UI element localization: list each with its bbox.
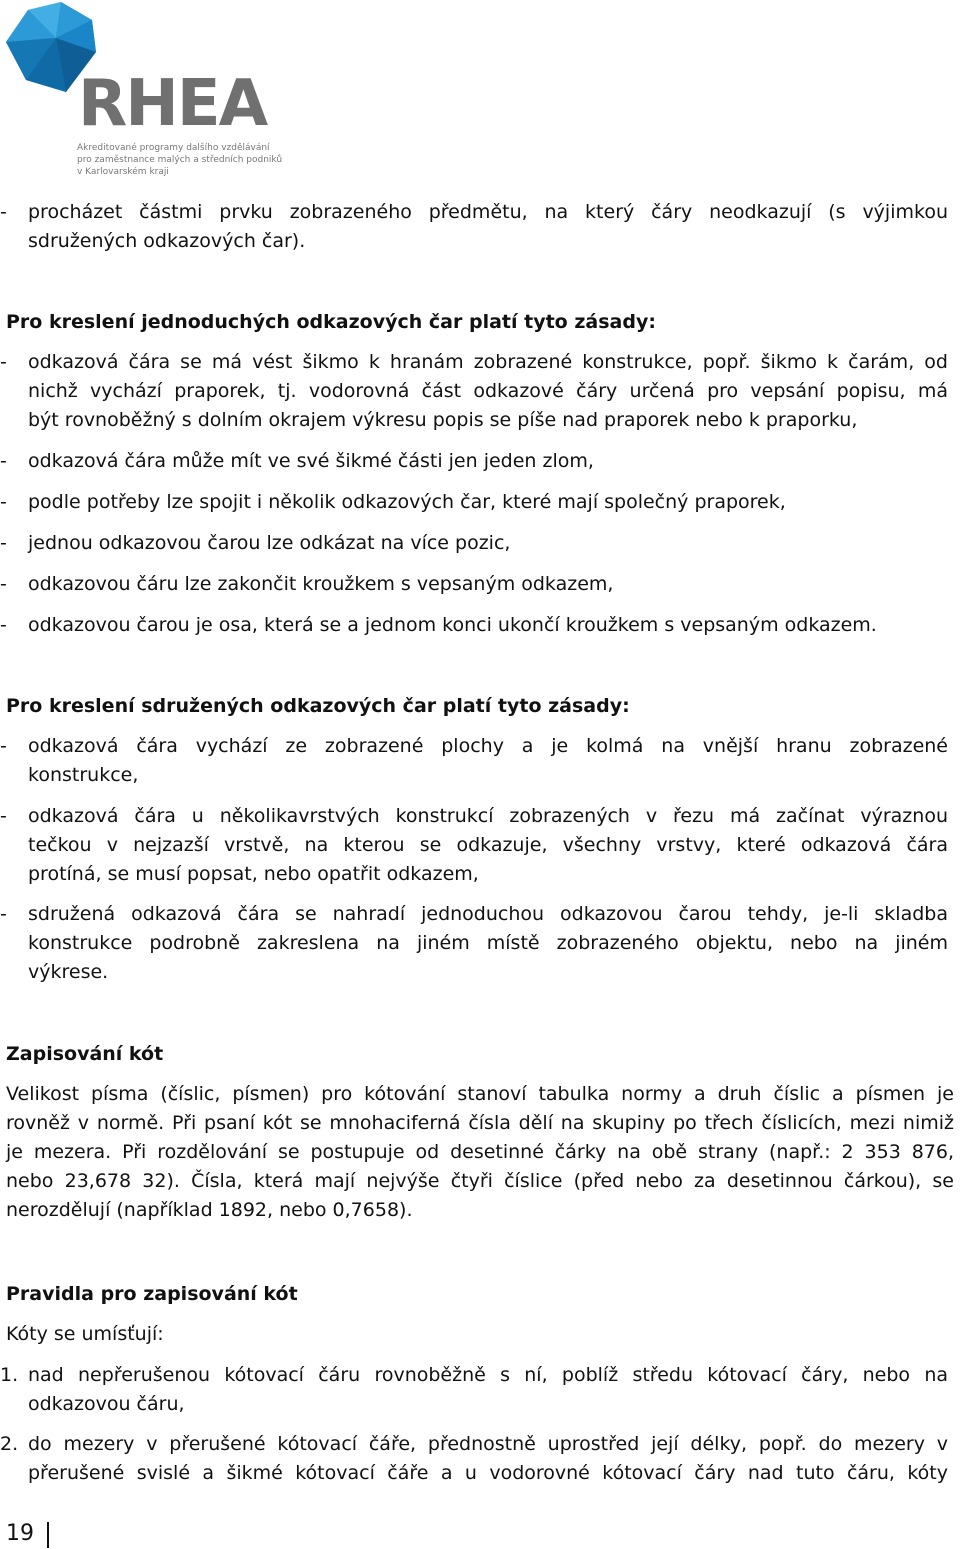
page-number: 19	[6, 1521, 34, 1546]
list-item: - odkazová čára může mít ve své šikmé části jen jeden zlom,	[0, 450, 594, 472]
list-item: - jednou odkazovou čarou lze odkázat na více pozic,	[0, 532, 511, 554]
list-item: 2. do mezery v přerušené kótovací čáře, přednostně uprostřed její délky, popř. do mezery v přerušené svislé a šikmé kótovací čáře a u vodorovné kótovací čáry nad tuto čáru, kóty	[0, 1433, 948, 1484]
list-item: - odkazovou čáru lze zakončit kroužkem s vepsaným odkazem,	[0, 573, 614, 595]
section-heading: Pro kreslení sdružených odkazových čar platí tyto zásady:	[6, 695, 630, 717]
list-item: - odkazová čára se má vést šikmo k hranám zobrazené konstrukce, popř. šikmo k čarám, od nichž vychází praporek, tj. vodorovná část odkazové čáry určená pro vepsání popisu, má být rovnoběžný s dolním okrajem výkresu popis se píše nad praporek nebo k praporku,	[0, 351, 948, 431]
list-item: - podle potřeby lze spojit i několik odkazových čar, které mají společný praporek,	[0, 491, 786, 513]
logo-wordmark: RHEA	[78, 67, 267, 141]
list-item: - odkazovou čarou je osa, která se a jednom konci ukončí kroužkem s vepsaným odkazem.	[0, 614, 877, 636]
list-item: - odkazová čára vychází ze zobrazené plochy a je kolmá na vnější hranu zobrazené konstrukce,	[0, 735, 948, 786]
list-item: 1. nad nepřerušenou kótovací čáru rovnoběžně s ní, poblíž středu kótovací čáry, nebo na odkazovou čáru,	[0, 1364, 948, 1415]
paragraph: Kóty se umísťují:	[6, 1323, 164, 1345]
list-item: - sdružená odkazová čára se nahradí jednoduchou odkazovou čarou tehdy, je-li skladba konstrukce podrobně zakreslena na jiném místě zobrazeného objektu, nebo na jiném výkrese.	[0, 903, 948, 983]
logo-tagline: Akreditované programy dalšího vzdělávání pro zaměstnance malých a středních podniků v Karlovarském kraji	[77, 143, 283, 177]
section-heading: Zapisování kót	[6, 1043, 164, 1065]
rhea-logo	[6, 2, 283, 182]
section-heading: Pravidla pro zapisování kót	[6, 1283, 298, 1305]
paragraph: Velikost písma (číslic, písmen) pro kótování stanoví tabulka normy a druh číslic a písmen je rovněž v normě. Při psaní kót se mnohaciferná čísla dělí na skupiny po třech číslicích, mezi nimiž je mezera. Při rozdělování se postupuje od desetinné čárky na obě strany (např.: 2 353 876, nebo 23,678 32). Čísla, která mají nejvýše čtyři číslice (před nebo za desetinnou čárkou), se nerozdělují (například 1892, nebo 0,7658).	[6, 1083, 954, 1221]
list-item: - procházet částmi prvku zobrazeného předmětu, na který čáry neodkazují (s výjimkou sdružených odkazových čar).	[0, 201, 948, 252]
footer-divider	[47, 1522, 49, 1548]
section-heading: Pro kreslení jednoduchých odkazových čar platí tyto zásady:	[6, 311, 656, 333]
list-item: - odkazová čára u několikavrstvých konstrukcí zobrazených v řezu má začínat výraznou tečkou v nejzazší vrstvě, na kterou se odkazuje, všechny vrstvy, které odkazová čára protíná, se musí popsat, nebo opatřit odkazem,	[0, 805, 948, 885]
